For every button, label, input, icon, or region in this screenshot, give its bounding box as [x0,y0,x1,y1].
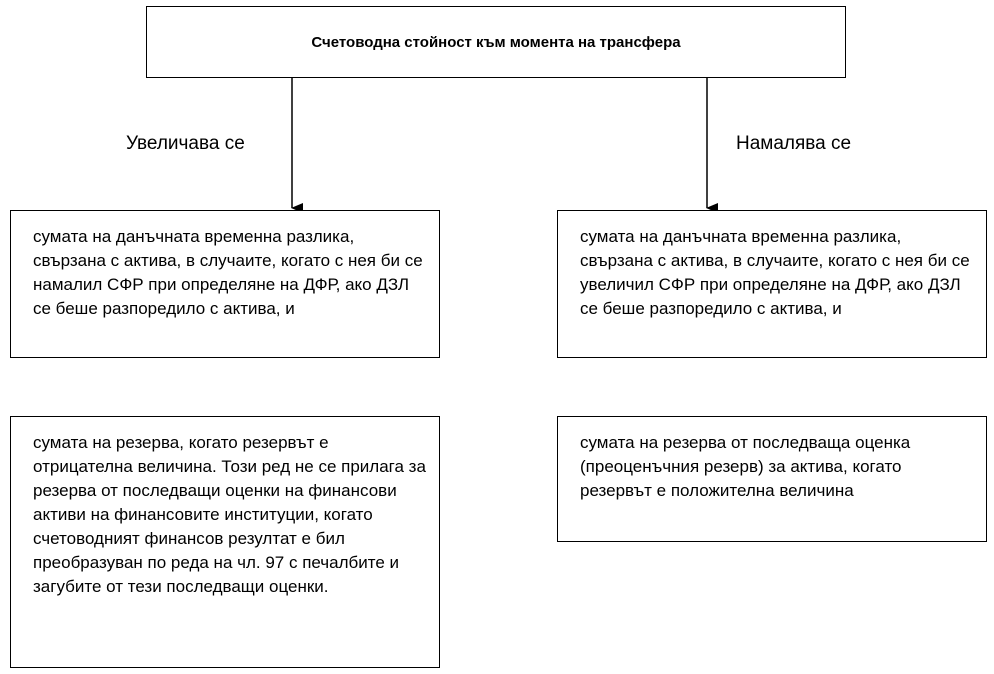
left-box-1-text: сумата на данъчната временна разлика, свързана с актива, в случаите, когато с нея би се намалил СФР при определяне на ДФР, ако ДЗЛ се беше разпоредило с актива, и [33,227,423,318]
right-branch-label: Намалява се [736,133,852,154]
right-box-2-text: сумата на резерва от последваща оценка (преоценъчния резерв) за актива, когато резервът е положителна величина [580,433,911,500]
left-branch-label: Увеличава се [126,133,245,154]
right-box-1-text: сумата на данъчната временна разлика, свързана с актива, в случаите, когато с нея би се увеличил СФР при определяне на ДФР, ако ДЗЛ се беше разпоредило с актива, и [580,227,970,318]
right-box-1 [557,210,987,358]
right-box-2 [557,416,987,542]
title-box [146,6,846,78]
left-box-2 [10,416,440,668]
title-text: Счетоводна стойност към момента на трансфера [311,33,681,51]
left-box-1 [10,210,440,358]
left-box-2-text: сумата на резерва, когато резервът е отрицателна величина. Този ред не се прилага за резерва от последващи оценки на финансови активи на финансовите институции, когато счетоводният финансов резултат е бил преобразуван по реда на чл. 97 с печалбите и загубите от тези последващи оценки. [33,433,426,596]
